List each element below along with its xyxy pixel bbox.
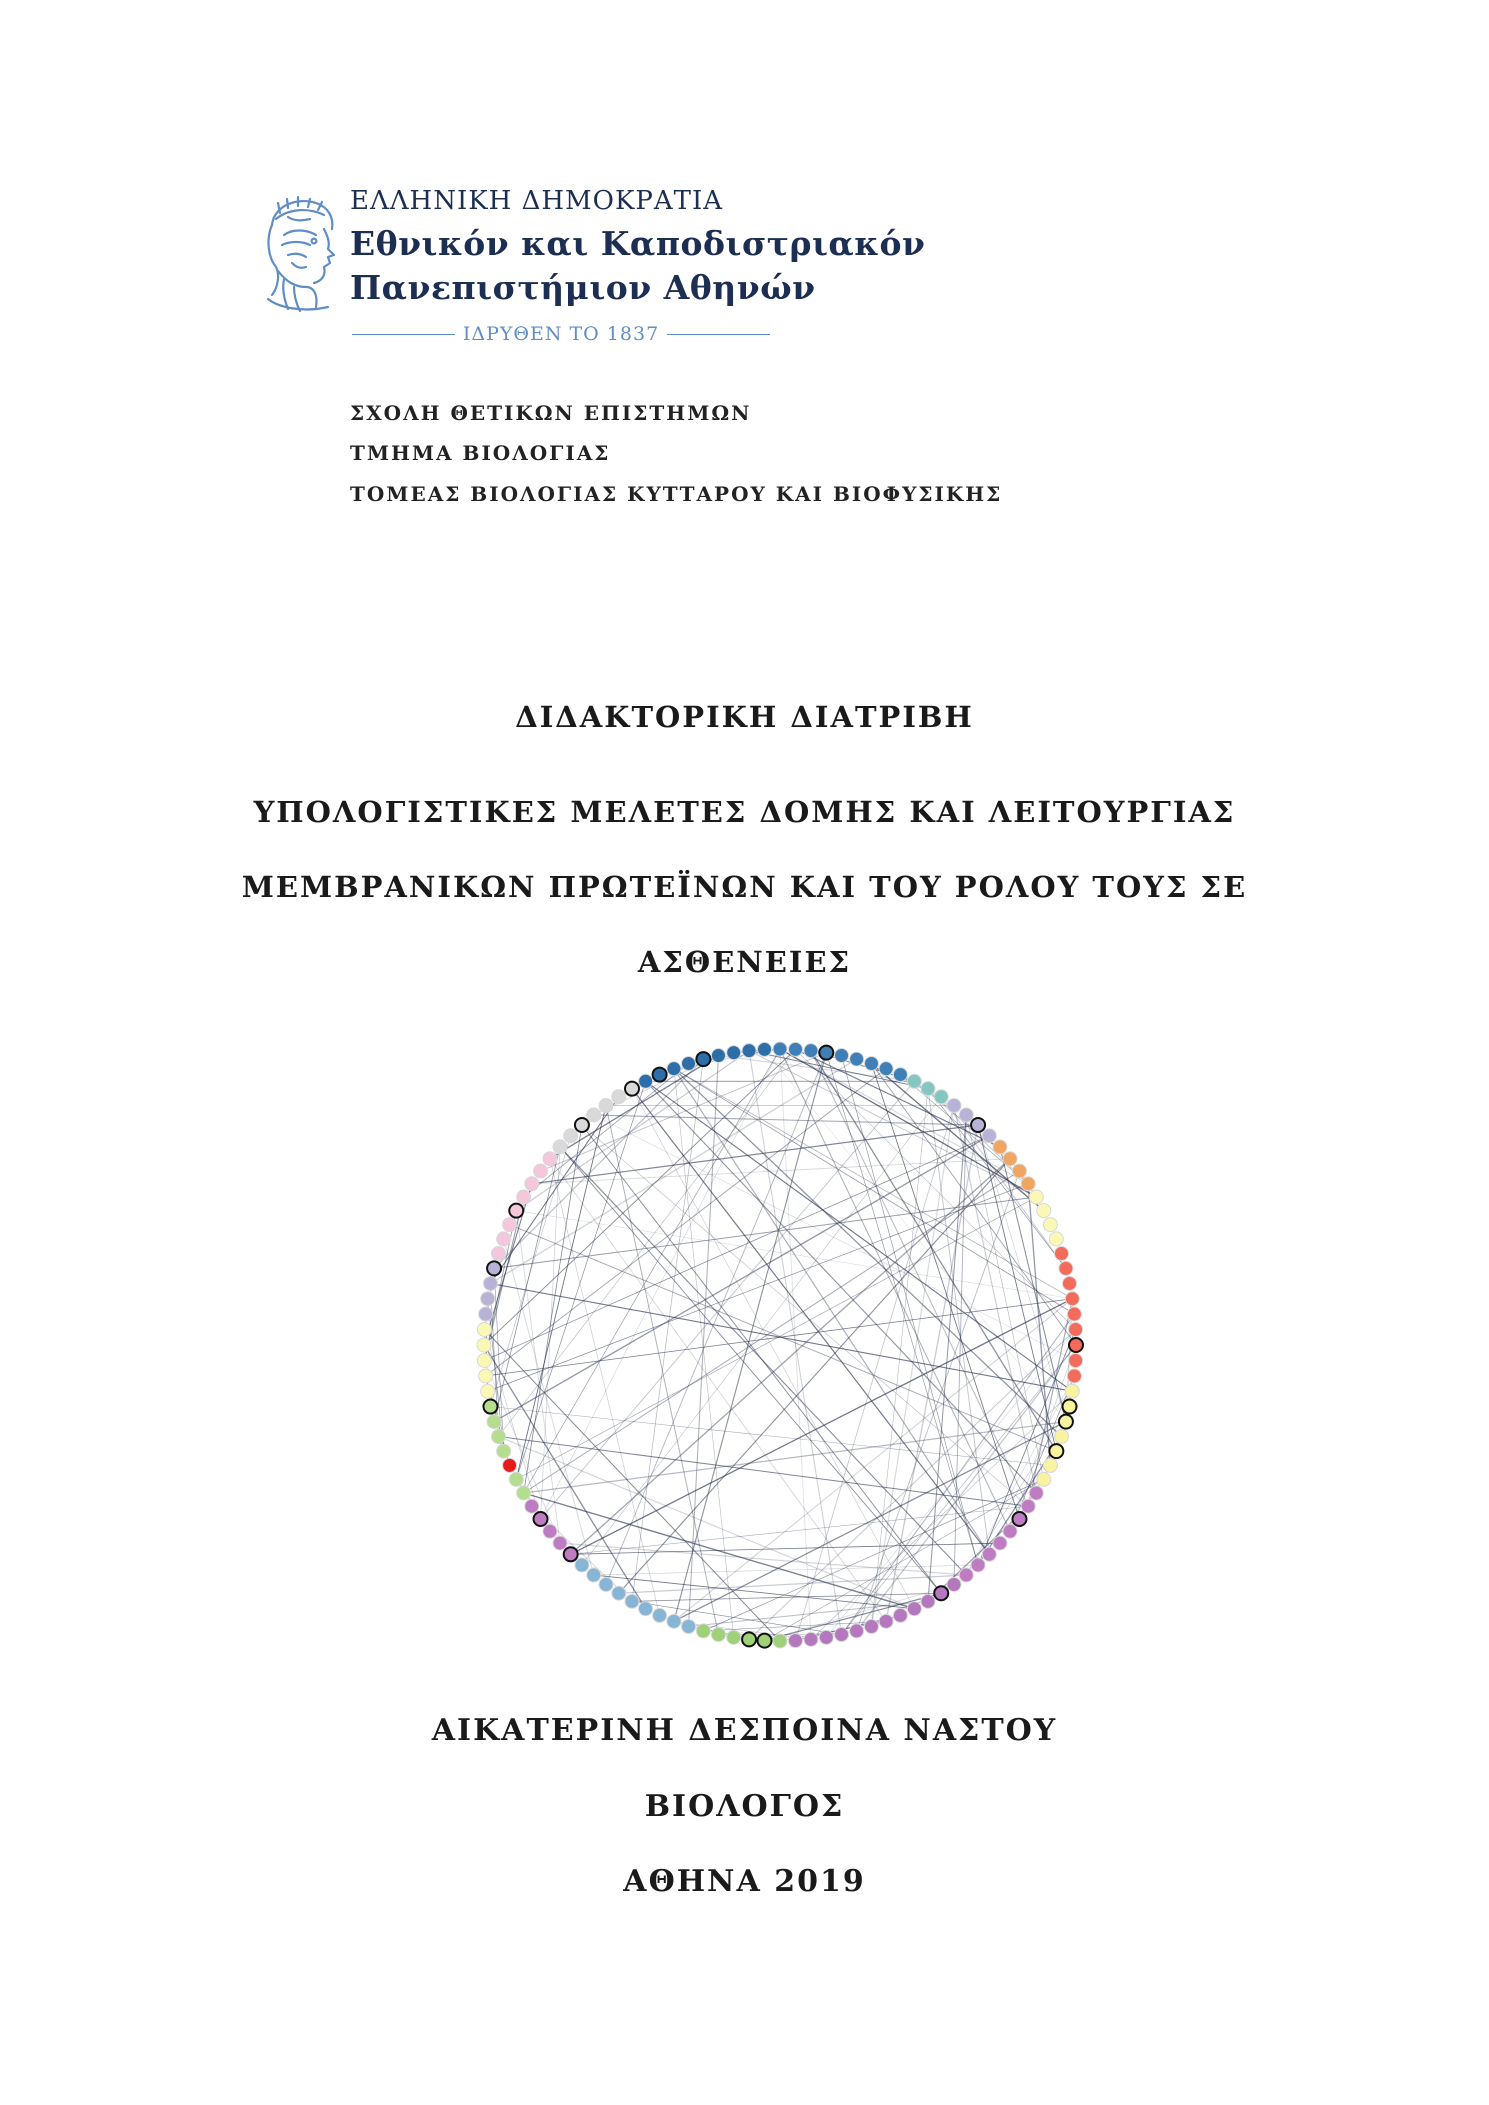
network-node: [1059, 1415, 1073, 1429]
circular-network-graph-icon: [470, 1035, 1090, 1655]
network-node: [907, 1602, 921, 1616]
network-node: [921, 1082, 935, 1096]
network-node: [864, 1620, 878, 1634]
network-node: [553, 1140, 567, 1154]
network-node: [612, 1586, 626, 1600]
network-node: [481, 1384, 495, 1398]
network-node: [835, 1048, 849, 1062]
network-node: [1063, 1276, 1077, 1290]
network-edge: [674, 1069, 1062, 1437]
network-node: [934, 1090, 948, 1104]
network-node: [612, 1090, 626, 1104]
network-node: [509, 1204, 523, 1218]
network-node: [1069, 1323, 1083, 1337]
network-node: [1059, 1261, 1073, 1275]
network-node: [788, 1634, 802, 1648]
country-label: ΕΛΛΗΝΙΚΗ ΔΗΜΟΚΡΑΤΙΑ: [350, 186, 724, 216]
network-node: [819, 1630, 833, 1644]
network-node: [477, 1353, 491, 1367]
network-node: [1021, 1499, 1035, 1513]
network-node: [575, 1558, 589, 1572]
network-node: [487, 1415, 501, 1429]
network-node: [497, 1232, 511, 1246]
university-athena-logo-icon: [258, 195, 340, 317]
network-node: [481, 1292, 495, 1306]
network-edge: [632, 1089, 989, 1555]
network-node: [517, 1190, 531, 1204]
network-node: [682, 1620, 696, 1634]
network-node: [993, 1140, 1007, 1154]
network-edge: [541, 1081, 915, 1519]
place-and-year: ΑΘΗΝΑ 2019: [623, 1864, 866, 1899]
network-node: [1069, 1338, 1083, 1352]
department-label: ΤΜΗΜΑ ΒΙΟΛΟΓΙΑΣ: [350, 441, 611, 465]
network-edge: [674, 1422, 1066, 1622]
network-node: [1049, 1444, 1063, 1458]
network-edge: [486, 1069, 886, 1376]
network-node: [534, 1164, 548, 1178]
network-edge: [811, 1051, 1056, 1451]
network-node: [483, 1400, 497, 1414]
network-node: [587, 1108, 601, 1122]
network-node: [934, 1586, 948, 1600]
network-edge: [490, 1283, 1072, 1391]
network-edge: [516, 1106, 606, 1480]
network-node: [959, 1568, 973, 1582]
founded-rule-left: [352, 334, 455, 335]
network-node: [477, 1338, 491, 1352]
network-node: [758, 1042, 772, 1056]
network-node: [1037, 1472, 1051, 1486]
network-node: [971, 1118, 985, 1132]
network-node: [696, 1052, 710, 1066]
network-edge: [674, 1299, 1072, 1622]
network-edge: [494, 1059, 703, 1268]
network-edge: [484, 1345, 646, 1609]
author-name: ΑΙΚΑΤΕΡΙΝΗ ΔΕΣΠΟΙΝΑ ΝΑΣΤΟΥ: [431, 1713, 1058, 1748]
network-node: [564, 1129, 578, 1143]
network-node: [982, 1129, 996, 1143]
network-node: [599, 1099, 613, 1113]
network-node: [667, 1614, 681, 1628]
network-node: [971, 1558, 985, 1572]
network-node: [564, 1547, 578, 1561]
network-node: [850, 1624, 864, 1638]
network-edge: [780, 1049, 811, 1639]
network-node: [653, 1068, 667, 1082]
network-node: [758, 1634, 772, 1648]
network-node: [959, 1108, 973, 1122]
network-node: [742, 1632, 756, 1646]
network-node: [639, 1602, 653, 1616]
network-node: [1067, 1369, 1081, 1383]
network-node: [1012, 1512, 1026, 1526]
thesis-title-line-1: ΥΠΟΛΟΓΙΣΤΙΚΕΣ ΜΕΛΕΤΕΣ ΔΟΜΗΣ ΚΑΙ ΛΕΙΤΟΥΡΓΙΑΣ: [253, 795, 1236, 829]
network-edge: [524, 1493, 915, 1609]
network-node: [1069, 1353, 1083, 1367]
network-node: [477, 1323, 491, 1337]
network-node: [487, 1261, 501, 1275]
network-node: [947, 1577, 961, 1591]
network-node: [773, 1634, 787, 1648]
network-edge: [532, 1159, 1010, 1184]
network-node: [1021, 1177, 1035, 1191]
network-node: [804, 1044, 818, 1058]
network-node: [491, 1429, 505, 1443]
school-label: ΣΧΟΛΗ ΘΕΤΙΚΩΝ ΕΠΙΣΤΗΜΩΝ: [350, 401, 752, 425]
network-node: [773, 1042, 787, 1056]
network-node: [864, 1056, 878, 1070]
network-edge: [674, 1053, 826, 1622]
network-node: [804, 1632, 818, 1646]
network-edge: [795, 1049, 999, 1147]
network-node: [1003, 1524, 1017, 1538]
network-node: [788, 1042, 802, 1056]
network-node: [575, 1118, 589, 1132]
founded-label: ΙΔΡΥΘΕΝ ΤΟ 1837: [462, 323, 660, 345]
network-node: [543, 1524, 557, 1538]
network-edge: [941, 1097, 1066, 1269]
network-node: [907, 1074, 921, 1088]
network-edge: [550, 1159, 886, 1622]
network-node: [479, 1307, 493, 1321]
university-name-block: [350, 186, 925, 310]
network-node: [682, 1056, 696, 1070]
network-node: [667, 1062, 681, 1076]
network-node: [711, 1048, 725, 1062]
network-node: [503, 1458, 517, 1472]
founded-banner: [352, 322, 770, 346]
network-node: [517, 1486, 531, 1500]
thesis-title-line-2: ΜΕΜΒΡΑΝΙΚΩΝ ΠΡΩΤΕΪΝΩΝ ΚΑΙ ΤΟΥ ΡΟΛΟΥ ΤΟΥΣ ΣΕ: [241, 870, 1248, 904]
network-node: [653, 1608, 667, 1622]
university-name-line-1: Εθνικόν και Καποδιστριακόν: [350, 224, 926, 263]
network-edge: [632, 1059, 703, 1601]
network-node: [879, 1614, 893, 1628]
network-node: [639, 1074, 653, 1088]
network-node: [879, 1062, 893, 1076]
network-node: [1055, 1247, 1069, 1261]
network-node: [599, 1577, 613, 1591]
network-node: [1043, 1458, 1057, 1472]
network-node: [553, 1536, 567, 1550]
network-node: [1063, 1400, 1077, 1414]
network-node: [1065, 1292, 1079, 1306]
network-node: [525, 1499, 539, 1513]
network-node: [483, 1276, 497, 1290]
network-node: [509, 1472, 523, 1486]
author-profession: ΒΙΟΛΟΓΟΣ: [644, 1789, 845, 1824]
network-node: [921, 1594, 935, 1608]
network-node: [491, 1247, 505, 1261]
network-edge: [498, 1436, 1028, 1506]
network-node: [742, 1044, 756, 1058]
network-node: [534, 1512, 548, 1526]
network-edge: [966, 1407, 1069, 1575]
network-node: [1055, 1429, 1069, 1443]
network-node: [543, 1152, 557, 1166]
network-node: [850, 1052, 864, 1066]
network-node: [819, 1046, 833, 1060]
network-node: [497, 1444, 511, 1458]
founded-rule-right: [667, 334, 770, 335]
network-edge: [1010, 1376, 1074, 1531]
network-node: [993, 1536, 1007, 1550]
network-node: [1029, 1190, 1043, 1204]
network-node: [1065, 1384, 1079, 1398]
network-edge: [490, 1407, 1050, 1466]
network-node: [1003, 1152, 1017, 1166]
network-node: [525, 1177, 539, 1191]
network-node: [479, 1369, 493, 1383]
network-node: [893, 1068, 907, 1082]
network-node: [1043, 1218, 1057, 1232]
network-edge: [619, 1575, 966, 1593]
document-type-heading: ΔΙΔΑΚΤΟΡΙΚΗ ΔΙΑΤΡΙΒΗ: [515, 700, 974, 734]
network-edge: [619, 1159, 1010, 1594]
network-node: [625, 1594, 639, 1608]
sector-label: ΤΟΜΕΑΣ ΒΙΟΛΟΓΙΑΣ ΚΥΤΤΑΡΟΥ ΚΑΙ ΒΙΟΦΥΣΙΚΗΣ: [350, 482, 1003, 506]
network-node: [711, 1628, 725, 1642]
network-node: [727, 1630, 741, 1644]
network-node: [587, 1568, 601, 1582]
network-node: [1049, 1232, 1063, 1246]
network-node: [1037, 1204, 1051, 1218]
network-node: [1029, 1486, 1043, 1500]
network-edge: [871, 1063, 1019, 1518]
network-node: [625, 1082, 639, 1096]
network-edge: [498, 1436, 914, 1608]
network-node: [835, 1628, 849, 1642]
network-node: [1012, 1164, 1026, 1178]
network-node: [893, 1608, 907, 1622]
thesis-title-line-3: ΑΣΘΕΝΕΙΕΣ: [637, 945, 852, 979]
network-node: [1067, 1307, 1081, 1321]
university-name-line-2: Πανεπιστήμιον Αθηνών: [350, 268, 816, 307]
network-node: [947, 1099, 961, 1113]
network-node: [727, 1046, 741, 1060]
network-edge: [749, 1051, 1036, 1197]
network-node: [982, 1547, 996, 1561]
network-node: [503, 1218, 517, 1232]
network-node: [696, 1624, 710, 1638]
